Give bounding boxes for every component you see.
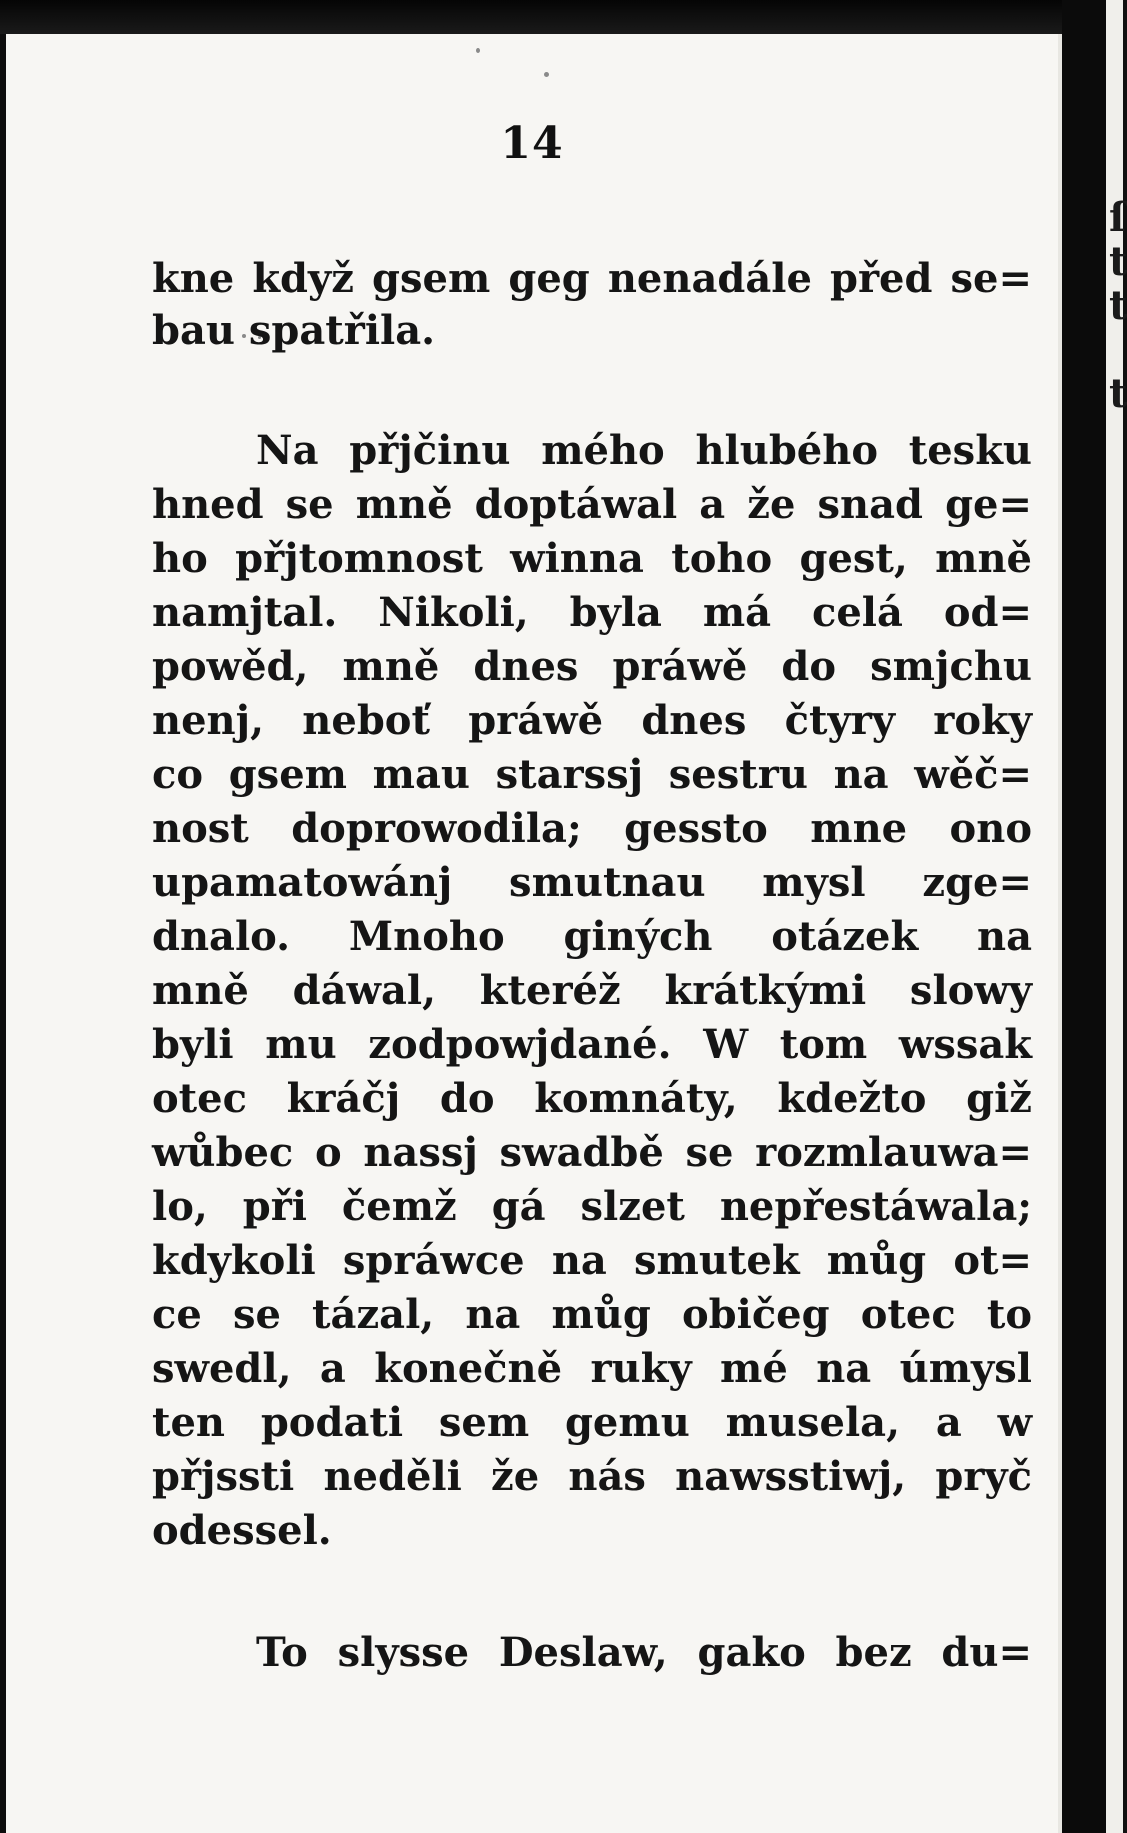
text-line: přjssti neděli že nás nawsstiwj, pryč (152, 1453, 1032, 1500)
text-line: dnalo. Mnoho giných otázek na (152, 913, 1032, 960)
text-line: upamatowánj smutnau mysl zge= (152, 859, 1032, 906)
text-line: To slysse Deslaw, gako bez du= (256, 1629, 1032, 1676)
paper-speck (476, 48, 480, 53)
text-line: nenj, neboť práwě dnes čtyry roky (152, 697, 1032, 744)
facing-page-edge (1106, 0, 1127, 1833)
text-line: byli mu zodpowjdané. W tom wssak (152, 1021, 1032, 1068)
text-line: Na přjčinu mého hlubého tesku (256, 427, 1032, 474)
book-page (6, 34, 1062, 1833)
text-line: bau spatřila. (152, 307, 436, 354)
text-line: kne když gsem geg nenadále před se= (152, 255, 1032, 302)
text-line: namjtal. Nikoli, byla má celá od= (152, 589, 1032, 636)
text-line: kdykoli spráwce na smutek můg ot= (152, 1237, 1032, 1284)
text-line: ten podati sem gemu musela, a w (152, 1399, 1032, 1446)
text-line: lo, při čemž gá slzet nepřestáwala; (152, 1183, 1032, 1230)
text-line: mně dáwal, kteréž krátkými slowy (152, 967, 1032, 1014)
text-line: wůbec o nassj swadbě se rozmlauwa= (152, 1129, 1032, 1176)
text-line: co gsem mau starssj sestru na wěč= (152, 751, 1032, 798)
paper-speck (544, 72, 549, 77)
text-line: odessel. (152, 1507, 332, 1554)
text-line: hned se mně doptáwal a že snad ge= (152, 481, 1032, 528)
facing-page-text-fragment: ſ t t t (1109, 194, 1127, 417)
text-line: nost doprowodila; gessto mne ono (152, 805, 1032, 852)
text-line: otec kráčj do komnáty, kdežto giž (152, 1075, 1032, 1122)
text-line: swedl, a konečně ruky mé na úmysl (152, 1345, 1032, 1392)
page-number: 14 (500, 118, 564, 169)
text-line: ho přjtomnost winna toho gest, mně (152, 535, 1032, 582)
text-line: ce se tázal, na můg običeg otec to (152, 1291, 1032, 1338)
text-line: powěd, mně dnes práwě do smjchu (152, 643, 1032, 690)
scan-top-shadow (0, 0, 1123, 34)
